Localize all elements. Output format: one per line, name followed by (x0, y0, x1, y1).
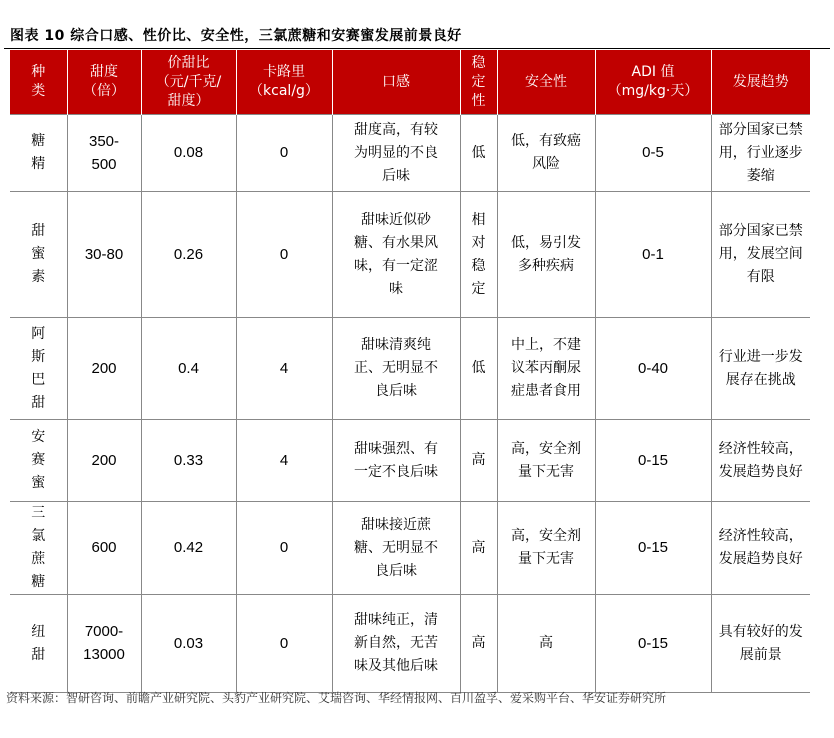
title-divider (4, 48, 830, 49)
calorie-cell: 0 (236, 595, 332, 693)
header-cell: ADI 值（mg/kg·天） (595, 50, 711, 115)
table-row (10, 502, 810, 595)
adi-cell: 0-40 (595, 318, 711, 420)
stability-cell: 相对稳定 (460, 192, 497, 318)
adi-cell: 0-15 (595, 420, 711, 502)
table-row (10, 420, 810, 502)
trend-cell: 具有较好的发展前景 (711, 595, 810, 693)
sweetness-cell: 30-80 (67, 192, 141, 318)
table-row (10, 192, 810, 318)
row-name-cell: 阿斯巴甜 (10, 318, 67, 420)
taste-cell: 甜味清爽纯正、无明显不良后味 (332, 318, 460, 420)
stability-cell: 低 (460, 318, 497, 420)
table-row (10, 595, 810, 693)
header-cell: 价甜比（元/千克/甜度） (141, 50, 236, 115)
taste-cell: 甜味强烈、有一定不良后味 (332, 420, 460, 502)
comparison-table (10, 50, 810, 693)
trend-cell: 经济性较高，发展趋势良好 (711, 502, 810, 595)
sweetness-cell: 200 (67, 318, 141, 420)
calorie-cell: 0 (236, 192, 332, 318)
price-ratio-cell: 0.42 (141, 502, 236, 595)
safety-cell: 低，有致癌风险 (497, 115, 595, 192)
sweetness-cell: 200 (67, 420, 141, 502)
stability-cell: 高 (460, 420, 497, 502)
sweetness-cell: 600 (67, 502, 141, 595)
safety-cell: 高 (497, 595, 595, 693)
header-cell: 稳定性 (460, 50, 497, 115)
calorie-cell: 4 (236, 420, 332, 502)
header-cell: 发展趋势 (711, 50, 810, 115)
calorie-cell: 0 (236, 502, 332, 595)
figure-title: 图表 10 综合口感、性价比、安全性，三氯蔗糖和安赛蜜发展前景良好 (10, 28, 462, 44)
stability-cell: 高 (460, 595, 497, 693)
adi-cell: 0-15 (595, 502, 711, 595)
taste-cell: 甜味近似砂糖、有水果风味，有一定涩味 (332, 192, 460, 318)
sweetness-cell: 7000-13000 (67, 595, 141, 693)
trend-cell: 部分国家已禁用，发展空间有限 (711, 192, 810, 318)
taste-cell: 甜度高，有较为明显的不良后味 (332, 115, 460, 192)
row-name-cell: 三氯蔗糖 (10, 502, 67, 595)
row-name-cell: 安赛蜜 (10, 420, 67, 502)
price-ratio-cell: 0.4 (141, 318, 236, 420)
safety-cell: 低，易引发多种疾病 (497, 192, 595, 318)
price-ratio-cell: 0.08 (141, 115, 236, 192)
header-cell: 种类 (10, 50, 67, 115)
calorie-cell: 0 (236, 115, 332, 192)
table-row (10, 318, 810, 420)
sweetness-cell: 350-500 (67, 115, 141, 192)
adi-cell: 0-1 (595, 192, 711, 318)
row-name-cell: 甜蜜素 (10, 192, 67, 318)
row-name-cell: 糖精 (10, 115, 67, 192)
header-cell: 口感 (332, 50, 460, 115)
calorie-cell: 4 (236, 318, 332, 420)
trend-cell: 经济性较高，发展趋势良好 (711, 420, 810, 502)
price-ratio-cell: 0.33 (141, 420, 236, 502)
adi-cell: 0-15 (595, 595, 711, 693)
taste-cell: 甜味接近蔗糖、无明显不良后味 (332, 502, 460, 595)
row-name-cell: 纽甜 (10, 595, 67, 693)
safety-cell: 高，安全剂量下无害 (497, 420, 595, 502)
price-ratio-cell: 0.03 (141, 595, 236, 693)
safety-cell: 中上，不建议苯丙酮尿症患者食用 (497, 318, 595, 420)
header-cell: 卡路里（kcal/g） (236, 50, 332, 115)
safety-cell: 高，安全剂量下无害 (497, 502, 595, 595)
source-note: 资料来源：智研咨询、前瞻产业研究院、头豹产业研究院、艾瑞咨询、华经情报网、百川盈孚、爱采购平台、华安证券研究所 (6, 691, 667, 705)
trend-cell: 部分国家已禁用，行业逐步萎缩 (711, 115, 810, 192)
price-ratio-cell: 0.26 (141, 192, 236, 318)
taste-cell: 甜味纯正，清新自然，无苦味及其他后味 (332, 595, 460, 693)
header-cell: 甜度（倍） (67, 50, 141, 115)
stability-cell: 低 (460, 115, 497, 192)
table-header-row (10, 50, 810, 115)
table-row (10, 115, 810, 192)
adi-cell: 0-5 (595, 115, 711, 192)
header-cell: 安全性 (497, 50, 595, 115)
stability-cell: 高 (460, 502, 497, 595)
trend-cell: 行业进一步发展存在挑战 (711, 318, 810, 420)
